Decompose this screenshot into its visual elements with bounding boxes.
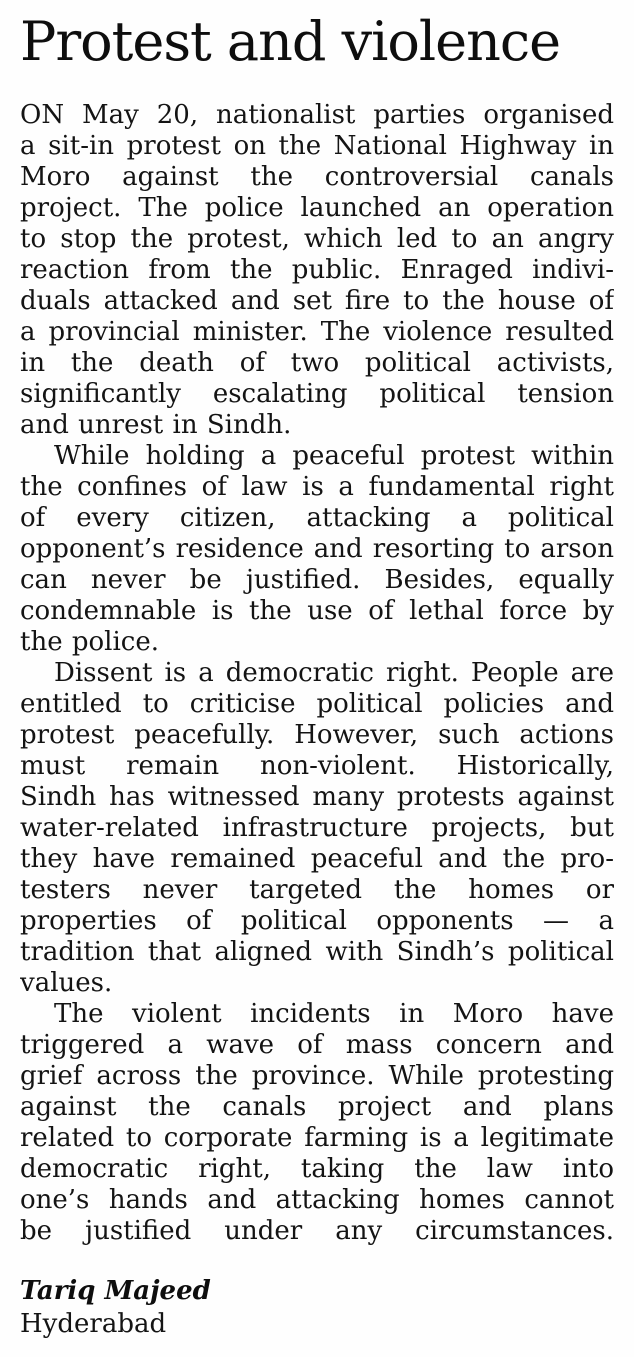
text-line: Dissent is a democratic right. People are — [54, 658, 614, 688]
text-line: triggered a wave of mass concern and — [20, 1030, 614, 1060]
signature-block — [20, 1275, 614, 1341]
text-line: reaction from the public. Enraged indivi- — [20, 255, 614, 285]
article-body — [20, 100, 614, 1247]
text-line: protest peacefully. However, such actions — [20, 720, 614, 750]
text-line: testers never targeted the homes or — [20, 875, 614, 905]
text-line: water-related infrastructure projects, but — [20, 813, 614, 843]
text-line: Sindh has witnessed many protests against — [20, 782, 614, 812]
text-line: and unrest in Sindh. — [20, 410, 292, 440]
author-location: Hyderabad — [20, 1309, 167, 1339]
text-line: in the death of two political activists, — [20, 348, 614, 378]
text-line: can never be justified. Besides, equally — [20, 565, 614, 595]
text-line: grief across the province. While protesting — [20, 1061, 614, 1091]
paragraph — [20, 441, 614, 658]
text-line: opponent’s residence and resorting to arson — [20, 534, 614, 564]
text-line: to stop the protest, which led to an angry — [20, 224, 614, 254]
text-line: of every citizen, attacking a political — [20, 503, 614, 533]
paragraph — [20, 999, 614, 1247]
text-line: tradition that aligned with Sindh’s political — [20, 937, 614, 967]
text-line: Moro against the controversial canals — [20, 162, 614, 192]
text-line: While holding a peaceful protest within — [54, 441, 614, 471]
text-line: values. — [20, 968, 113, 998]
article-title: Protest and violence — [20, 10, 561, 73]
text-line: the police. — [20, 627, 159, 657]
text-line: The violent incidents in Moro have — [54, 999, 614, 1029]
text-line: properties of political opponents — a — [20, 906, 614, 936]
text-line: democratic right, taking the law into — [20, 1154, 614, 1184]
text-line: must remain non-violent. Historically, — [20, 751, 614, 781]
text-line: condemnable is the use of lethal force by — [20, 596, 614, 626]
text-line: one’s hands and attacking homes cannot — [20, 1185, 614, 1215]
text-line: they have remained peaceful and the pro- — [20, 844, 614, 874]
text-line: significantly escalating political tension — [20, 379, 614, 409]
paragraph — [20, 658, 614, 999]
text-line: a provincial minister. The violence resulted — [20, 317, 614, 347]
author-name: Tariq Majeed — [20, 1276, 211, 1306]
text-line: ON May 20, nationalist parties organised — [20, 100, 614, 130]
text-line: a sit-in protest on the National Highway in — [20, 131, 614, 161]
text-line: against the canals project and plans — [20, 1092, 614, 1122]
text-line: be justified under any circumstances. — [20, 1216, 614, 1246]
text-line: duals attacked and set fire to the house of — [20, 286, 614, 316]
text-line: related to corporate farming is a legitimate — [20, 1123, 614, 1153]
text-line: project. The police launched an operation — [20, 193, 614, 223]
text-line: entitled to criticise political policies and — [20, 689, 614, 719]
text-line: the confines of law is a fundamental right — [20, 472, 614, 502]
paragraph — [20, 100, 614, 441]
